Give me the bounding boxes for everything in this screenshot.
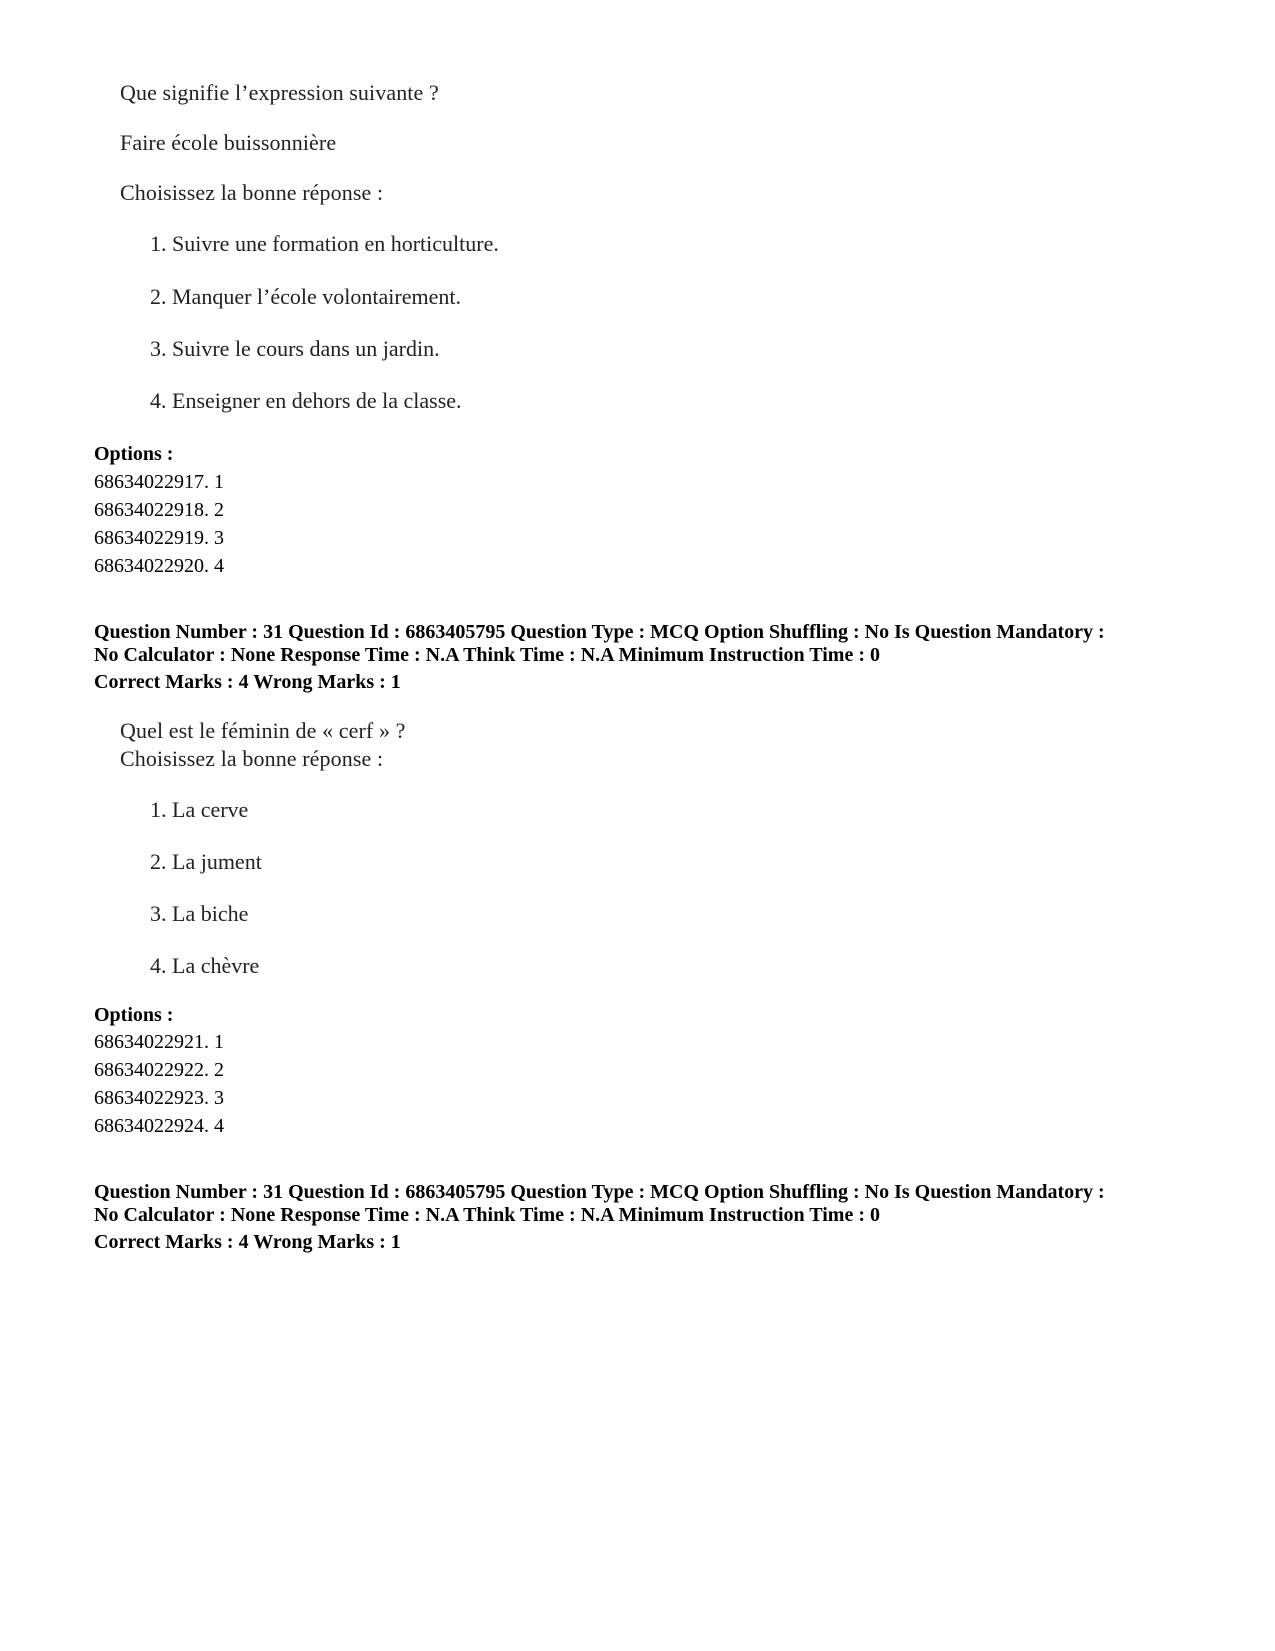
question-line: Faire école buissonnière bbox=[120, 130, 337, 155]
options-label: Options : bbox=[94, 443, 174, 465]
marks-line: Correct Marks : 4 Wrong Marks : 1 bbox=[94, 671, 401, 693]
answer-choice: 4. La chèvre bbox=[150, 953, 260, 978]
question-line: Choisissez la bonne réponse : bbox=[120, 746, 384, 771]
question-line: Quel est le féminin de « cerf » ? bbox=[120, 718, 406, 743]
option-row: 68634022919. 3 bbox=[94, 527, 224, 549]
question-meta-line: Question Number : 31 Question Id : 6863405795 Question Type : MCQ Option Shuffling : No Is Question Mandatory : bbox=[94, 1181, 1105, 1203]
answer-choice: 1. Suivre une formation en horticulture. bbox=[150, 231, 499, 256]
options-label: Options : bbox=[94, 1004, 174, 1026]
option-row: 68634022918. 2 bbox=[94, 499, 224, 521]
question-line: Choisissez la bonne réponse : bbox=[120, 180, 384, 205]
answer-choice: 4. Enseigner en dehors de la classe. bbox=[150, 388, 462, 413]
answer-choice: 2. Manquer l’école volontairement. bbox=[150, 284, 461, 309]
option-row: 68634022922. 2 bbox=[94, 1059, 224, 1081]
question-meta-line: No Calculator : None Response Time : N.A Think Time : N.A Minimum Instruction Time : 0 bbox=[94, 1204, 880, 1226]
option-row: 68634022917. 1 bbox=[94, 471, 224, 493]
option-row: 68634022923. 3 bbox=[94, 1087, 224, 1109]
answer-choice: 2. La jument bbox=[150, 849, 262, 874]
question-meta-line: No Calculator : None Response Time : N.A Think Time : N.A Minimum Instruction Time : 0 bbox=[94, 644, 880, 666]
option-row: 68634022924. 4 bbox=[94, 1115, 224, 1137]
answer-choice: 1. La cerve bbox=[150, 797, 249, 822]
question-line: Que signifie l’expression suivante ? bbox=[120, 80, 439, 105]
marks-line: Correct Marks : 4 Wrong Marks : 1 bbox=[94, 1231, 401, 1253]
question-meta-line: Question Number : 31 Question Id : 6863405795 Question Type : MCQ Option Shuffling : No Is Question Mandatory : bbox=[94, 621, 1105, 643]
option-row: 68634022920. 4 bbox=[94, 555, 224, 577]
option-row: 68634022921. 1 bbox=[94, 1031, 224, 1053]
answer-choice: 3. Suivre le cours dans un jardin. bbox=[150, 336, 440, 361]
answer-choice: 3. La biche bbox=[150, 901, 249, 926]
